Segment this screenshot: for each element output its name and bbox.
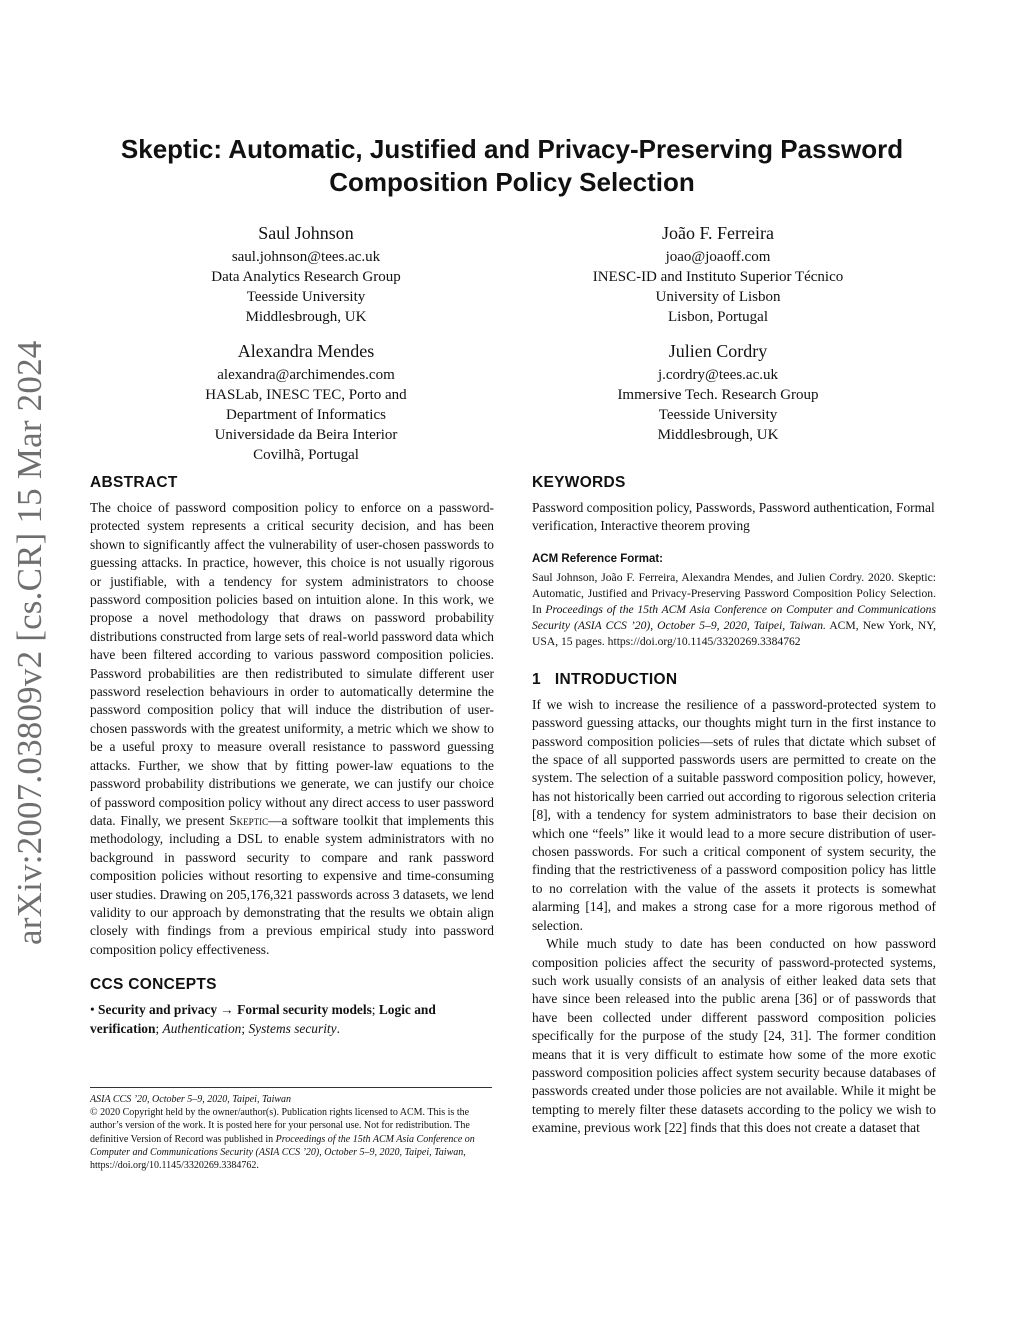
footnote-conference: ASIA CCS ’20, October 5–9, 2020, Taipei, Taiwan (90, 1094, 292, 1105)
author-affiliation: Lisbon, Portugal (668, 309, 768, 325)
author-affiliation: Middlesbrough, UK (657, 427, 779, 443)
acm-reference-heading: ACM Reference Format: (532, 552, 663, 565)
author-affiliation: Teesside University (246, 289, 366, 305)
author-name: Saul Johnson (258, 223, 354, 243)
copyright-footnote (90, 1093, 492, 1172)
author-affiliation: Department of Informatics (226, 407, 386, 423)
paper-title (80, 133, 944, 199)
abstract-heading: ABSTRACT (90, 474, 178, 491)
ccs-concepts: • Security and privacy → Formal security models; Logic and verification; Authentication; Systems security. (90, 1002, 436, 1036)
author-affiliation: INESC-ID and Instituto Superior Técnico (592, 269, 844, 285)
author-name: João F. Ferreira (661, 223, 775, 243)
author-affiliation: Middlesbrough, UK (245, 309, 367, 325)
author-email[interactable]: j.cordry@tees.ac.uk (657, 367, 778, 383)
author-name: Alexandra Mendes (237, 341, 375, 361)
author-affiliation: Covilhã, Portugal (253, 447, 359, 463)
keywords-heading: KEYWORDS (532, 474, 626, 491)
author-affiliation: Immersive Tech. Research Group (617, 387, 819, 403)
author-block-mendes (136, 339, 476, 465)
author-affiliation: Universidade da Beira Interior (214, 427, 398, 443)
author-block-ferreira (548, 221, 888, 327)
author-affiliation: Data Analytics Research Group (211, 269, 401, 285)
author-block-cordry (548, 339, 888, 445)
intro-paragraph-1: If we wish to increase the resilience of a password-protected system to password guessing attacks, our thoughts might turn in the first instance to password composition policies—sets of rules that dictate which subset of the space of all supported passwords users are permitted to create on the system. The selection of a suitable password composition policy, however, has not historically been carried out according to rigorous selection criteria [8], with a tendency for system administrators to base their decision on which one “feels” like it would lead to a more secure distribution of user-chosen passwords. For such a critical component of system security, the finding that the restrictiveness of a password composition policy has little to no correlation with the value of the assets it protects is somewhat alarming [14], and makes a strong case for a more rigorous method of selection. (532, 696, 936, 933)
author-affiliation: Teesside University (658, 407, 778, 423)
author-email[interactable]: alexandra@archimendes.com (217, 367, 395, 383)
keywords-text: Password composition policy, Passwords, Password authentication, Formal verification, Interactive theorem proving (532, 500, 935, 534)
author-name: Julien Cordry (668, 341, 768, 361)
footnote-copyright: © 2020 Copyright held by the owner/author(s). Publication rights licensed to ACM. This is the author’s version of the work. It is posted here for your personal use. Not for redistribution. The definitive Version of Record was published in Proceedings of the 15th ACM Asia Conference on Computer and Communications Security (ASIA CCS ’20), October 5–9, 2020, Taipei, Taiwan, https://doi.org/10.1145/3320269.3384762. (90, 1107, 475, 1172)
author-email[interactable]: saul.johnson@tees.ac.uk (231, 249, 381, 265)
author-affiliation: HASLab, INESC TEC, Porto and (205, 387, 407, 403)
title-line-2: Composition Policy Selection (329, 167, 695, 197)
author-block-johnson (136, 221, 476, 327)
acm-reference-text: Saul Johnson, João F. Ferreira, Alexandra Mendes, and Julien Cordry. 2020. Skeptic: Automatic, Justified and Privacy-Preserving Password Composition Policy Selection. In Proceedings of the 15th ACM Asia Conference on Computer and Communications Security (ASIA CCS ’20), October 5–9, 2020, Taipei, Taiwan. ACM, New York, NY, USA, 15 pages. https://doi.org/10.1145/3320269.3384762 (532, 570, 936, 648)
title-line-1: Skeptic: Automatic, Justified and Privacy-Preserving Password (120, 134, 904, 164)
author-affiliation: University of Lisbon (655, 289, 781, 305)
ccs-heading: CCS CONCEPTS (90, 976, 217, 994)
right-column (532, 473, 936, 1138)
footnote-divider (90, 1087, 492, 1088)
intro-paragraph-2: While much study to date has been conducted on how password composition policies affect the security of password-protected systems, such work usually consists of an analysis of either leaked data sets that have since been released into the public arena [36] or of passwords that have been collected under different password composition policies specifically for the purpose of the study [24, 31]. The former condition means that it is very difficult to estimate how some of the more exotic password composition policies affect system security because databases of passwords created under those policies are not available. While it might be tempting to merely filter these datasets according to the policy we wish to examine, previous work [22] finds that this does not create a dataset that (532, 936, 936, 1136)
abstract-text: The choice of password composition policy to enforce on a password-protected system represents a critical security decision, and has been shown to significantly affect the vulnerability of user-chosen passwords to guessing attacks. In practice, however, this choice is not usually rigorous or justifiable, with a tendency for system administrators to choose password composition policies based on intuition alone. In this work, we propose a novel methodology that draws on password probability distributions constructed from large sets of real-world password data which have been filtered according to various password composition policies. Password probabilities are then redistributed to simulate different user password reselection behaviours in order to automatically determine the password composition policy that will induce the distribution of user-chosen passwords with the greatest uniformity, a metric which we show to be a useful proxy to measure overall resistance to password guessing attacks. Further, we show that by fitting power-law equations to the password probability distributions we generate, we can justify our choice of password composition policy without any direct access to user password data. Finally, we present Skeptic—a software toolkit that implements this methodology, including a DSL to enable system administrators with no background in password security to compare and rank password composition policies without resorting to expensive and time-consuming user studies. Drawing on 205,176,321 passwords across 3 datasets, we lend validity to our approach by demonstrating that the results we obtain align closely with findings from a previous empirical study into password composition policy effectiveness. (90, 500, 494, 957)
introduction-heading: 1 INTRODUCTION (532, 670, 678, 688)
acm-reference (532, 552, 936, 650)
left-column (90, 473, 494, 1038)
arxiv-identifier: arXiv:2007.03809v2 [cs.CR] 15 Mar 2024 (10, 340, 49, 945)
tool-name: Skeptic (229, 812, 269, 828)
author-email[interactable]: joao@joaoff.com (665, 249, 771, 265)
